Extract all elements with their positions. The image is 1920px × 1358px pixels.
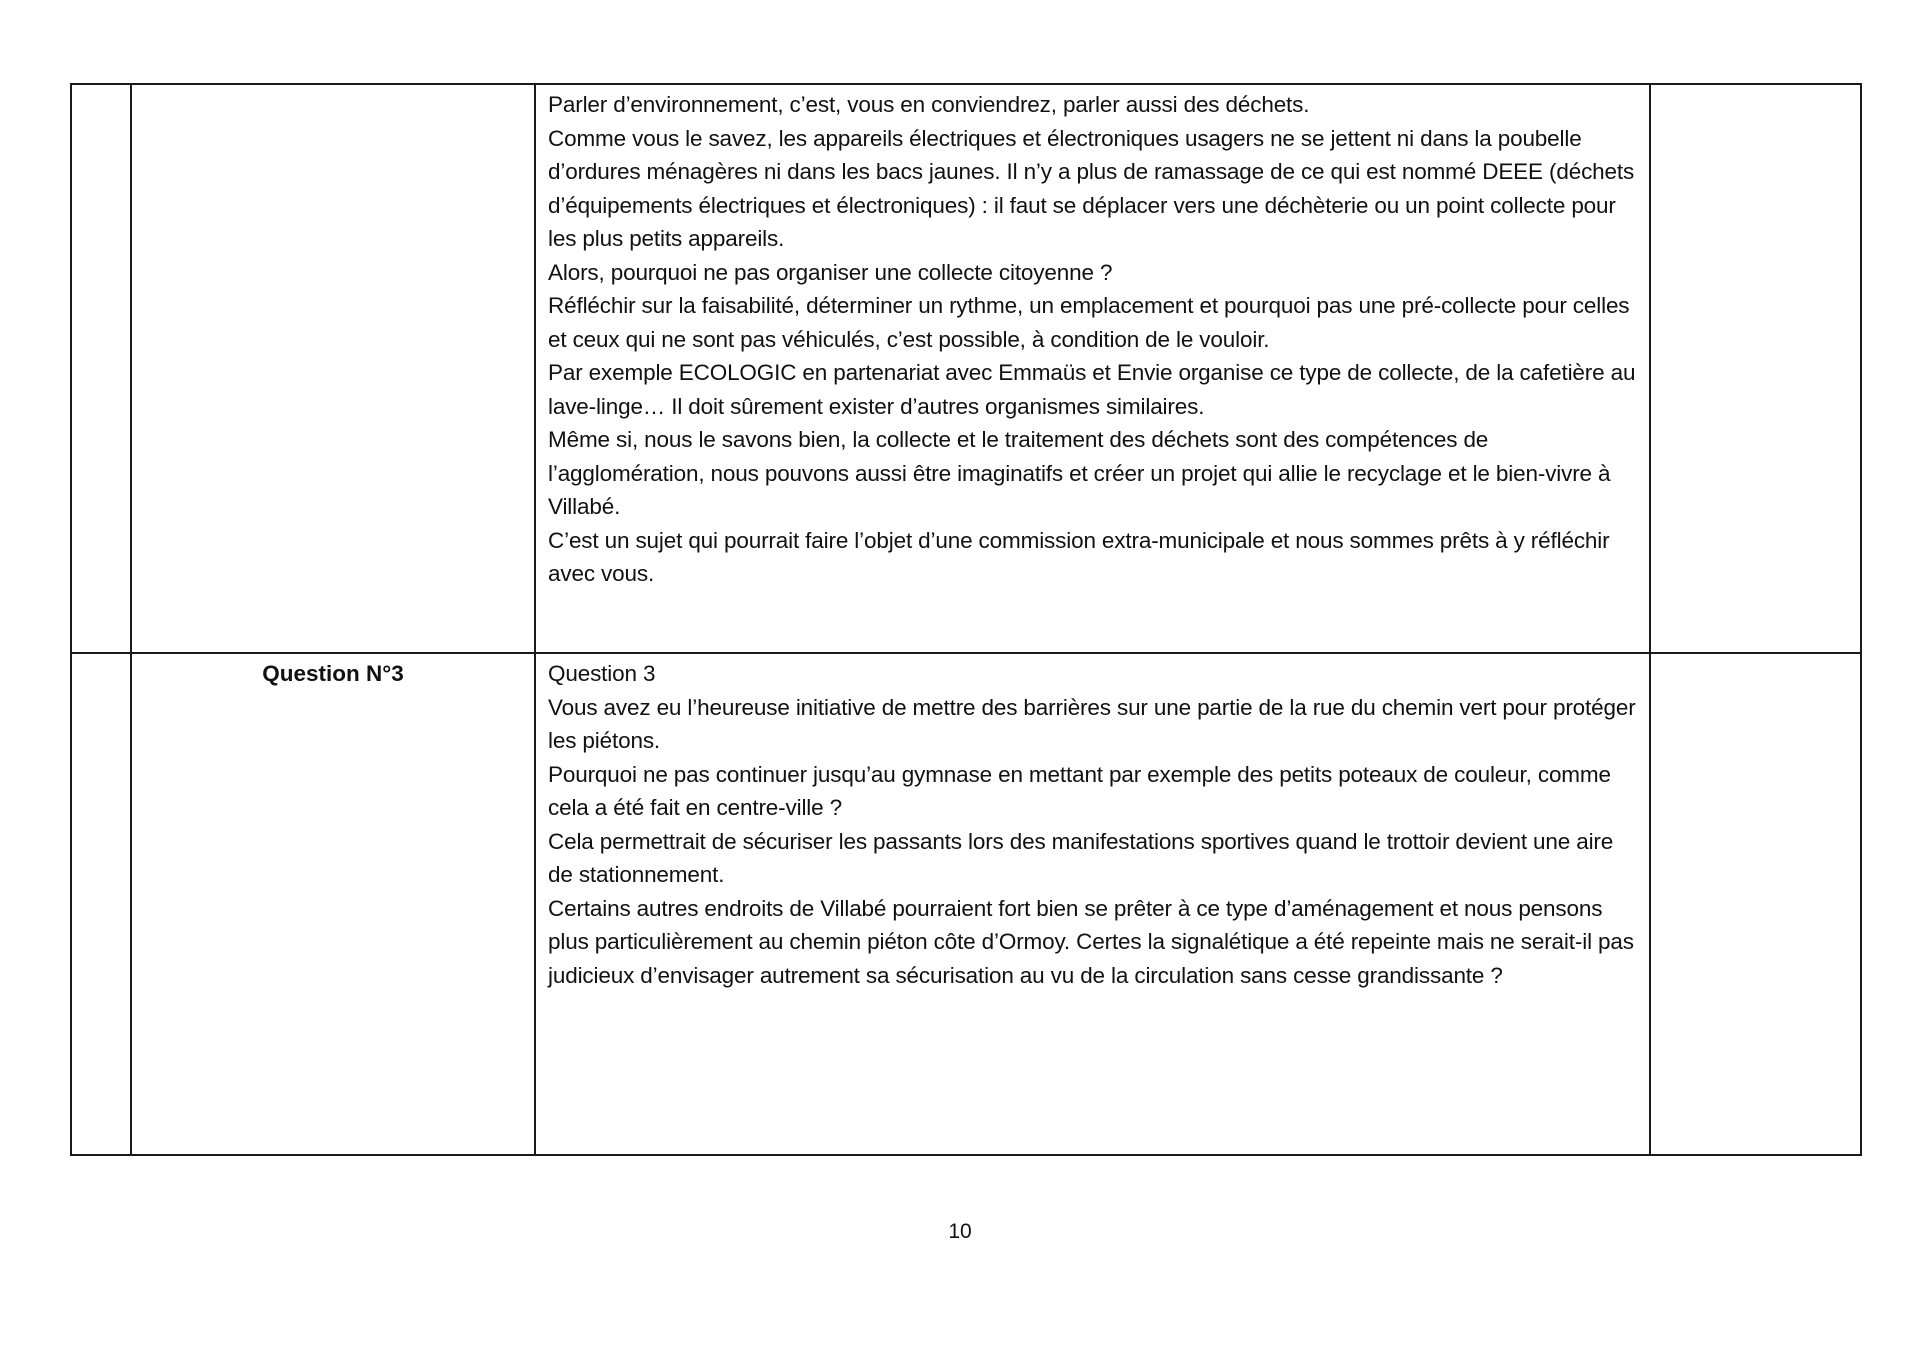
paragraph: Pourquoi ne pas continuer jusqu’au gymnase en mettant par exemple des petits poteaux de couleur, comme cela a été fait en centre-ville ?: [548, 761, 1611, 820]
row-marker-cell: [71, 84, 131, 653]
question-text: [536, 654, 1649, 992]
row-marker-cell: [71, 653, 131, 1155]
paragraph: Alors, pourquoi ne pas organiser une collecte citoyenne ?: [548, 259, 1113, 285]
paragraph: Comme vous le savez, les appareils électriques et électroniques usagers ne se jettent ni dans la poubelle d’ordures ménagères ni dans les bacs jaunes. Il n’y a plus de ramassage de ce qui est nommé DEEE (déchets d’équipements électriques et électroniques) : il faut se déplacer vers une déchèterie ou un point collecte pour les plus petits appareils.: [548, 125, 1635, 251]
paragraph: Réfléchir sur la faisabilité, déterminer un rythme, un emplacement et pourquoi pas une pré-collecte pour celles et ceux qui ne sont pas véhiculés, c’est possible, à condition de le vouloir.: [548, 293, 1630, 352]
table-row: [71, 653, 1861, 1155]
paragraph: Vous avez eu l’heureuse initiative de mettre des barrières sur une partie de la rue du chemin vert pour protéger les piétons.: [548, 694, 1636, 753]
question-text-cell: [535, 653, 1650, 1155]
paragraph: Question 3: [548, 661, 656, 686]
paragraph: Par exemple ECOLOGIC en partenariat avec Emmaüs et Envie organise ce type de collecte, de la cafetière au lave-linge… Il doit sûrement exister d’autres organismes similaires.: [548, 360, 1636, 419]
question-label: Question N°3: [262, 661, 404, 686]
question-text: [536, 85, 1649, 591]
paragraph: Certains autres endroits de Villabé pourraient fort bien se prêter à ce type d’aménagement et nous pensons plus particulièrement au chemin piéton côte d’Ormoy. Certes la signalétique a été repeinte mais ne serait-il pas judicieux d’envisager autrement sa sécurisation au vu de la circulation sans cesse grandissante ?: [548, 895, 1634, 988]
question-label: [132, 85, 534, 88]
question-label-cell: [131, 653, 535, 1155]
paragraph: Parler d’environnement, c’est, vous en conviendrez, parler aussi des déchets.: [548, 92, 1310, 117]
questions-table: [70, 83, 1862, 1156]
paragraph: Cela permettrait de sécuriser les passants lors des manifestations sportives quand le trottoir devient une aire de stationnement.: [548, 828, 1614, 887]
response-cell: [1650, 84, 1861, 653]
question-label-cell: [131, 84, 535, 653]
page-number: 10: [948, 1220, 972, 1243]
response-cell: [1650, 653, 1861, 1155]
paragraph: C’est un sujet qui pourrait faire l’objet d’une commission extra-municipale et nous sommes prêts à y réfléchir avec vous.: [548, 527, 1610, 586]
question-text-cell: [535, 84, 1650, 653]
table-row: [71, 84, 1861, 653]
paragraph: Même si, nous le savons bien, la collecte et le traitement des déchets sont des compétences de l’agglomération, nous pouvons aussi être imaginatifs et créer un projet qui allie le recyclage et le bien-vivre à Villabé.: [548, 427, 1611, 519]
